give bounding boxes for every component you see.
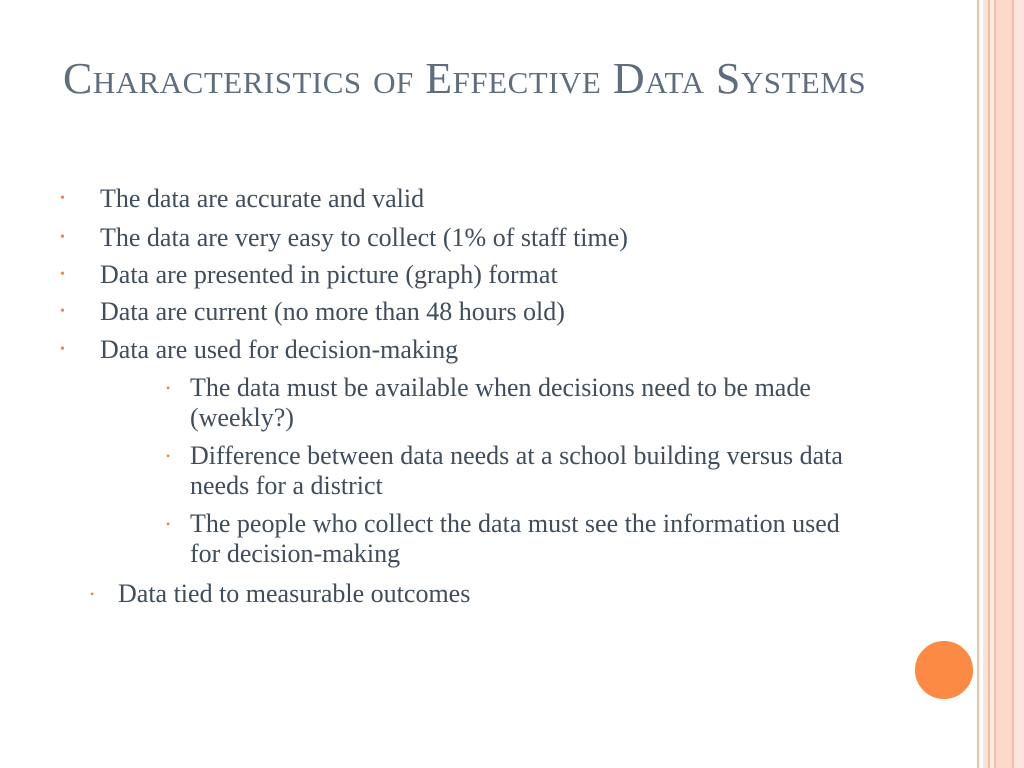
list-item (166, 373, 866, 433)
list-item (166, 441, 866, 501)
list-item-text: The people who collect the data must see the information used for decision-making (190, 509, 840, 568)
list-item (60, 223, 940, 253)
list-item-text: Data are used for decision-making (100, 335, 459, 364)
list-item (60, 297, 940, 327)
bullet-dot-icon: • (60, 230, 65, 245)
list-item-text: Data are current (no more than 48 hours old) (100, 297, 565, 326)
list-item-text: The data are accurate and valid (100, 184, 425, 213)
list-item (60, 335, 940, 365)
bullet-dot-icon: • (166, 517, 171, 531)
list-item (60, 184, 940, 214)
bullet-dot-icon: • (166, 381, 171, 395)
bullet-dot-icon: • (60, 304, 65, 319)
bullet-dot-icon: • (60, 191, 65, 206)
list-item-text: Difference between data needs at a school building versus data needs for a district (190, 441, 843, 500)
decorative-circle (913, 639, 975, 701)
list-item (166, 509, 866, 569)
list-item-text: Data are presented in picture (graph) format (100, 260, 558, 289)
slide-title: Characteristics of Effective Data Systems (63, 54, 867, 103)
list-item (90, 579, 890, 609)
list-item-text: The data must be available when decisions need to be made (weekly?) (190, 373, 811, 432)
right-border-stripe (996, 0, 1012, 768)
bullet-dot-icon: • (166, 449, 171, 463)
list-item (60, 260, 940, 290)
right-border-stripe (977, 0, 979, 768)
right-border-stripe (1014, 0, 1024, 768)
list-item-text: The data are very easy to collect (1% of staff time) (100, 223, 628, 252)
list-item-text: Data tied to measurable outcomes (118, 579, 471, 608)
bullet-dot-icon: • (60, 342, 65, 357)
bullet-dot-icon: • (60, 267, 65, 282)
bullet-dot-icon: • (90, 587, 95, 601)
